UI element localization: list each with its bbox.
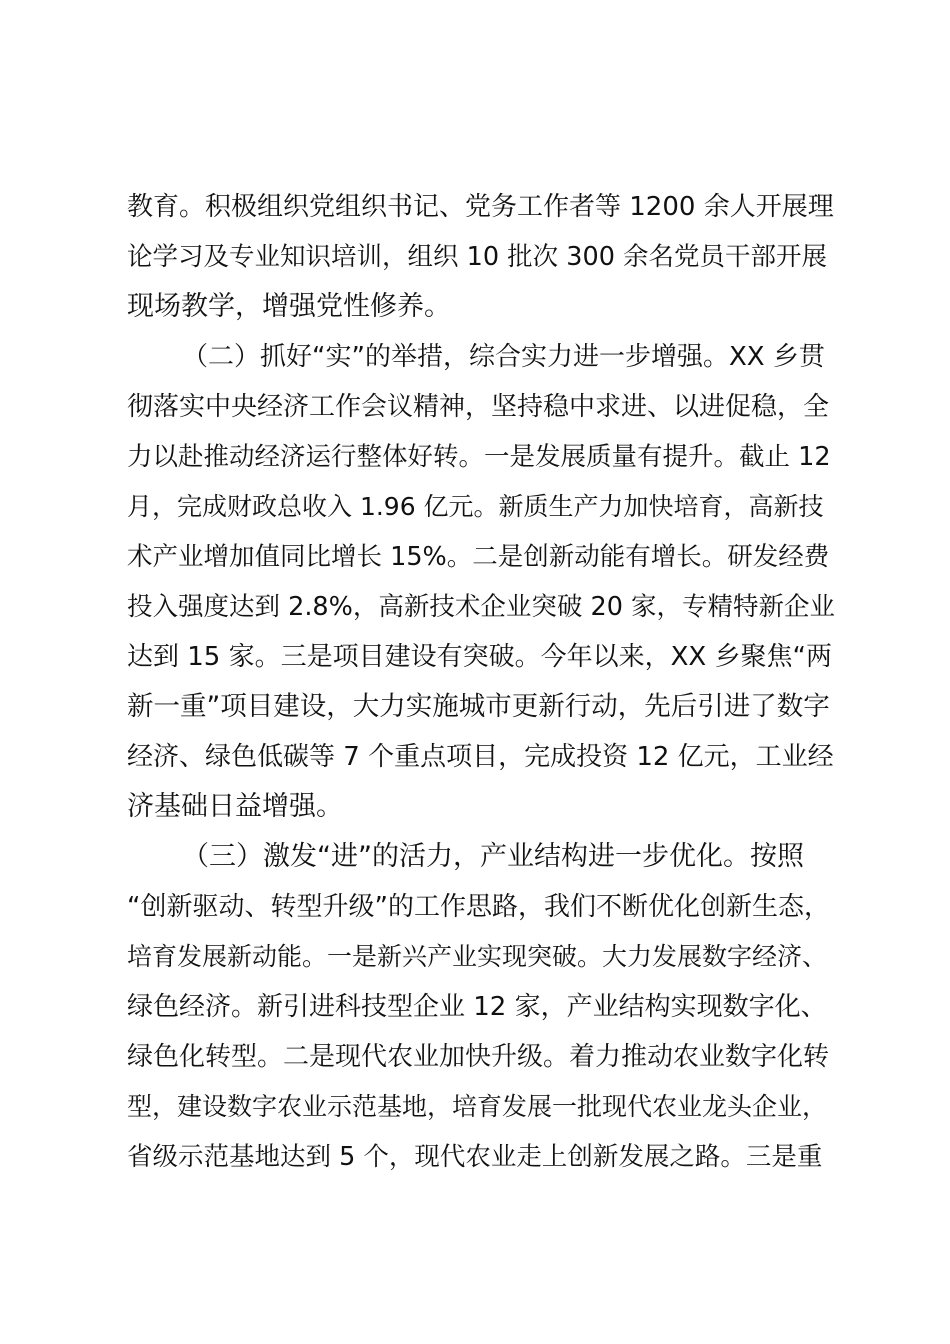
text-line: 济基础日益增强。 bbox=[127, 791, 343, 822]
text-line: 力以赴推动经济运行整体好转。一是发展质量有提升。截止 12 bbox=[127, 442, 831, 472]
text-line: 彻落实中央经济工作会议精神，坚持稳中求进、以进促稳，全 bbox=[127, 392, 830, 422]
text-line: 术产业增加值同比增长 15%。二是创新动能有增长。研发经费 bbox=[127, 542, 830, 572]
text-line: 教育。积极组织党组织书记、党务工作者等 1200 余人开展理 bbox=[127, 192, 834, 222]
text-line: 达到 15 家。三是项目建设有突破。今年以来，XX 乡聚焦“两 bbox=[127, 642, 832, 672]
text-line: 培育发展新动能。一是新兴产业实现突破。大力发展数字经济、 bbox=[127, 942, 828, 971]
text-line: 绿色经济。新引进科技型企业 12 家，产业结构实现数字化、 bbox=[127, 992, 827, 1022]
text-line: （三）激发“进”的活力，产业结构进一步优化。按照 bbox=[182, 841, 804, 872]
text-line: 月，完成财政总收入 1.96 亿元。新质生产力加快培育，高新技 bbox=[127, 492, 824, 521]
text-line: 型，建设数字农业示范基地，培育发展一批现代农业龙头企业， bbox=[127, 1092, 828, 1121]
text-line: 现场教学，增强党性修养。 bbox=[127, 291, 451, 322]
text-line: 投入强度达到 2.8%，高新技术企业突破 20 家，专精特新企业 bbox=[127, 592, 836, 622]
text-line: 经济、绿色低碳等 7 个重点项目，完成投资 12 亿元，工业经 bbox=[127, 742, 834, 772]
text-line: “创新驱动、转型升级”的工作思路，我们不断优化创新生态， bbox=[127, 892, 830, 922]
text-line: （二）抓好“实”的举措，综合实力进一步增强。XX 乡贯 bbox=[182, 342, 825, 372]
text-line: 省级示范基地达到 5 个，现代农业走上创新发展之路。三是重 bbox=[127, 1142, 823, 1172]
text-line: 新一重”项目建设，大力实施城市更新行动，先后引进了数字 bbox=[127, 691, 830, 722]
text-line: 论学习及专业知识培训，组织 10 批次 300 余名党员干部开展 bbox=[127, 242, 828, 272]
text-line: 绿色化转型。二是现代农业加快升级。着力推动农业数字化转 bbox=[127, 1042, 830, 1072]
